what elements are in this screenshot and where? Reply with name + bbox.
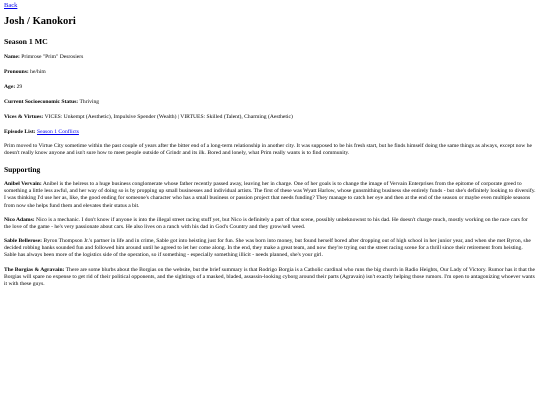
supporting-item-text: Nico is a mechanic. I don't know if anyone is into the illegal street racing stuff yet, but Nico is definitely a part of that scene, possibly unbeknownst to his dad. He doesn't charge much, mostly working on the race cars for the love of the game - he's very passionate about cars. He also lives on a ranch with his dad in God's Country and they grow/sell weed. (4, 216, 528, 230)
vices-virtues-value: VICES: Unkempt (Aesthetic), Impulsive Spender (Wealth) | VIRTUES: Skilled (Talent), Charming (Aesthetic) (44, 113, 293, 120)
status-value: Thriving (79, 98, 100, 105)
supporting-item-name: Sable Bellerose: (4, 238, 42, 245)
name-label: Name: (4, 53, 20, 60)
supporting-item (4, 238, 536, 259)
pronouns-value: he/him (30, 68, 46, 75)
age-value: 29 (16, 83, 23, 90)
supporting-heading: Supporting (4, 165, 41, 175)
age-field (4, 84, 536, 91)
supporting-item-text: Anibel is the heiress to a huge business conglomerate whose father recently passed away, leaving her in charge. One of her goals is to change the image of Vervain Enterprises from the epitome of corporate greed to something a little less awful, and her way of doing so is by propping up small businesses and individual artists. The first of these was Wyatt Harlow, whose gunsmithing business she entirely funds - but she's definitely looking to diversify. I was thinking I'd use her as, like, the good ending for someone's character who has a small business or passion project that needs funding? They manage to catch her eye and then at the end of the season or maybe even multiple seasons from now she helps fund them and elevates their status a bit. (4, 181, 536, 209)
season-heading: Season 1 MC (4, 36, 48, 46)
supporting-item-text: Byron Thompson Jr.'s partner in life and in crime, Sable got into heisting just for fun. She was born into money, but found herself bored after dropping out of high school in her junior year, and when she met Byron, she decided robbing banks sounded fun and followed him around until he agreed to let her come along. In the end, they make a great team, and now they're trying out the street racing scene for a thrill since their retirement from heisting. Sable has always been more of the logistics side of the operation, so if something - especially something illicit - needs planned, she's your girl. (4, 238, 531, 259)
supporting-item (4, 217, 536, 231)
supporting-item (4, 181, 536, 210)
supporting-item-name: The Borgias & Agravain: (4, 266, 65, 273)
episode-list-field (4, 129, 536, 136)
status-label: Current Socioeconomic Status: (4, 98, 79, 105)
status-field (4, 99, 536, 106)
supporting-item (4, 267, 536, 288)
vices-virtues-field (4, 114, 536, 121)
name-value: Primrose "Prim" Desrosiers (21, 53, 84, 60)
supporting-item-name: Anibel Vervain: (4, 181, 42, 188)
vices-virtues-label: Vices & Virtues: (4, 113, 44, 120)
intro-paragraph: Prim moved to Virtue City sometime within the past couple of years after the bitter end of a long-term relationship in another city. It was supposed to be his fresh start, but he finds himself doing the same things as always, except now he doesn't really know anyone and isn't sure how to meet people outside of Grindr and its ilk. Bored and lonely, what Prim really wants is to find community. (4, 142, 532, 156)
name-field (4, 54, 536, 61)
supporting-item-name: Nico Adams: (4, 216, 35, 223)
page-title: Josh / Kanokori (4, 16, 76, 27)
pronouns-field (4, 69, 536, 76)
episode-list-label: Episode List: (4, 128, 36, 135)
supporting-item-text: There are some blurbs about the Borgias on the website, but the brief summary is that Rodrigo Borgia is a Catholic cardinal who runs the big church in Radio Heights, Our Lady of Victory. Rumor has it that the Borgias will spare no expense to get rid of their political opponents, and the sightings of a masked, bladed, assassin-looking cyborg around their parts (Agravain) isn't exactly helping those rumors. I'm open to antagonizing whoever wants it with these guys. (4, 266, 536, 287)
episode-list-link[interactable]: Season 1 Conflicts (36, 128, 79, 135)
back-link[interactable]: Back (4, 2, 18, 9)
pronouns-label: Pronouns: (4, 68, 29, 75)
age-label: Age: (4, 83, 16, 90)
